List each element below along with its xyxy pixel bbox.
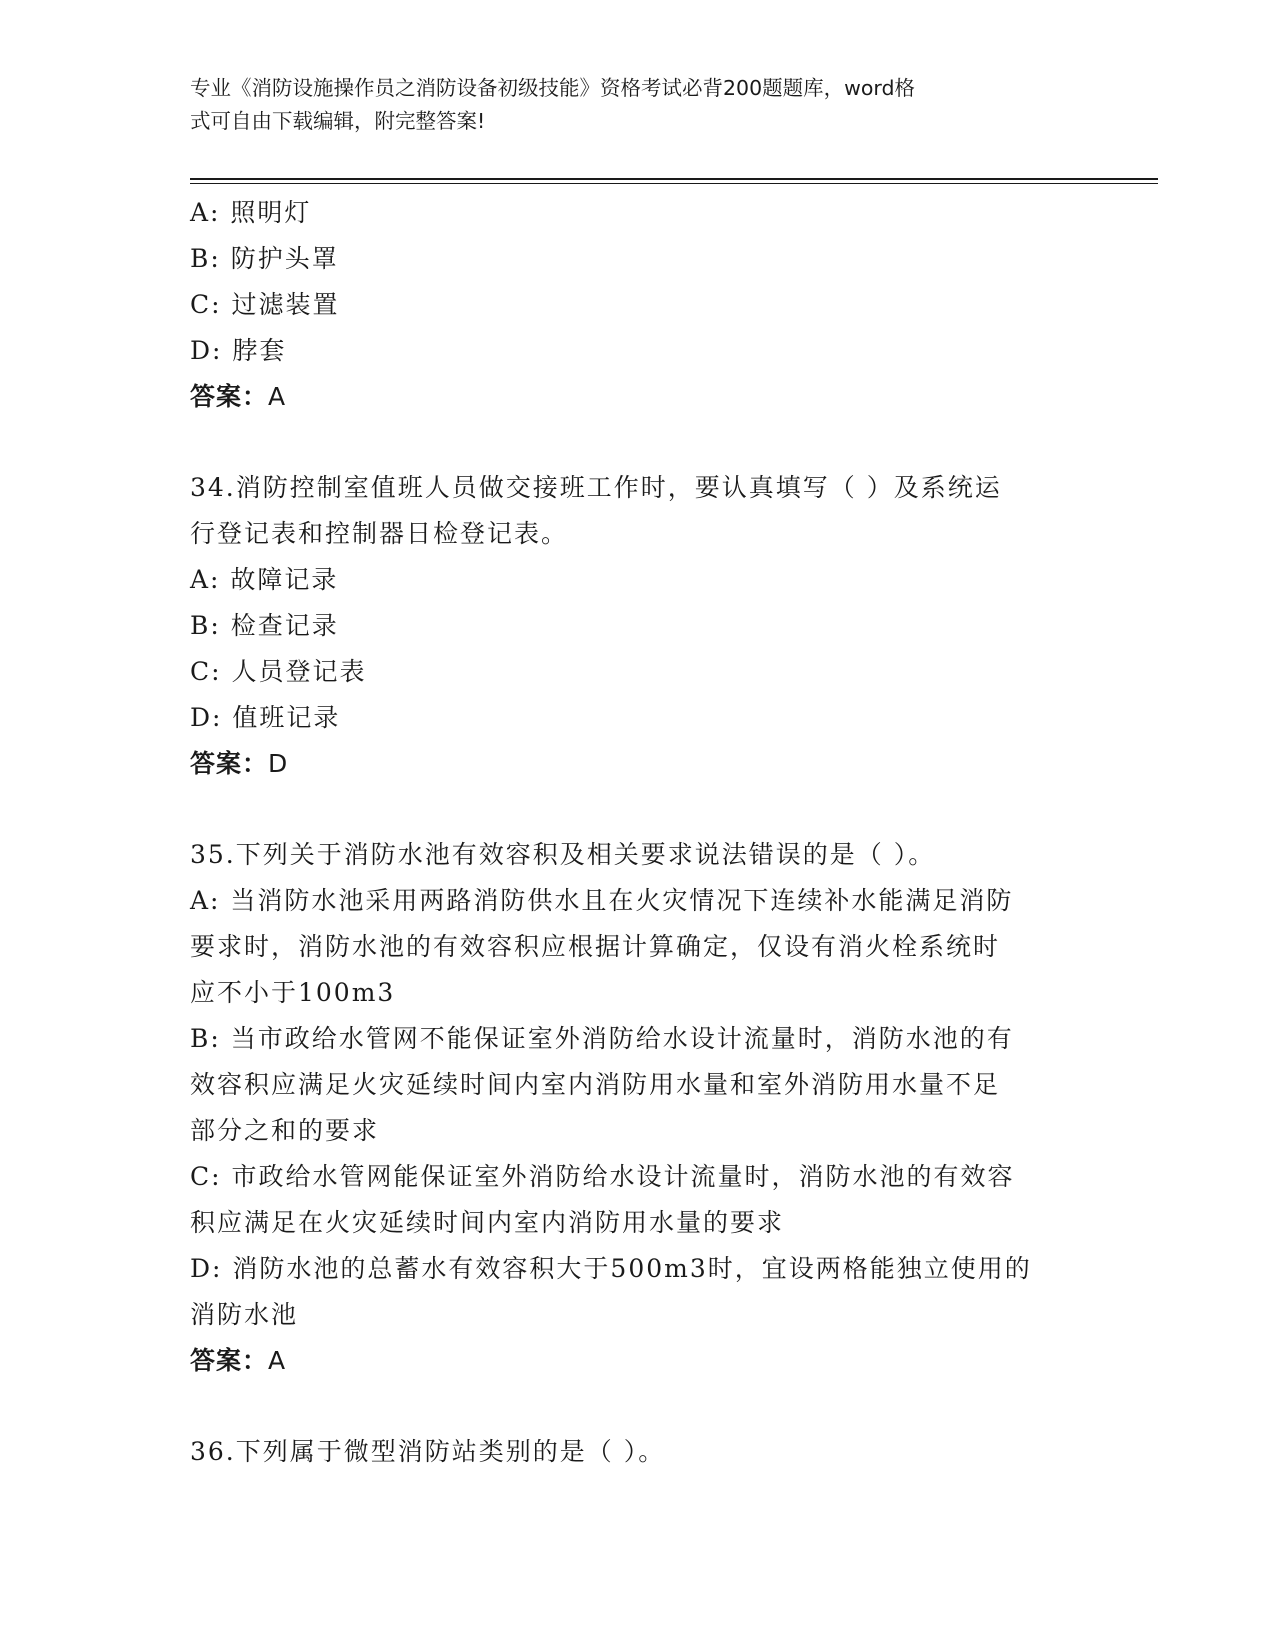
question-34-block bbox=[190, 465, 1090, 787]
option-d-line: 消防水池 bbox=[190, 1300, 299, 1329]
answer-label: 答案： bbox=[190, 382, 269, 411]
answer-line bbox=[190, 741, 1090, 787]
question-text-line: 36.下列属于微型消防站类别的是（ ）。 bbox=[190, 1437, 666, 1466]
option-a: A: 故障记录 bbox=[190, 565, 339, 594]
option-c-line: C: 市政给水管网能保证室外消防给水设计流量时，消防水池的有效容 bbox=[190, 1162, 1015, 1191]
option-c: C: 过滤装置 bbox=[190, 290, 340, 319]
question-33-block bbox=[190, 190, 1090, 420]
document-header bbox=[190, 72, 1090, 138]
header-line-2: 式可自由下载编辑，附完整答案! bbox=[190, 109, 486, 133]
header-line-1: 专业《消防设施操作员之消防设备初级技能》资格考试必背200题题库，word格 bbox=[190, 76, 916, 100]
question-text-line: 行登记表和控制器日检登记表。 bbox=[190, 519, 569, 548]
spacer bbox=[190, 1384, 1090, 1429]
question-text-line: 34.消防控制室值班人员做交接班工作时，要认真填写（ ）及系统运 bbox=[190, 473, 1002, 502]
answer-value: D bbox=[268, 749, 289, 778]
answer-line bbox=[190, 374, 1090, 420]
option-b: B: 检查记录 bbox=[190, 611, 339, 640]
answer-value: A bbox=[268, 1346, 287, 1375]
question-text-line: 35.下列关于消防水池有效容积及相关要求说法错误的是（ ）。 bbox=[190, 840, 936, 869]
option-b-line: B: 当市政给水管网不能保证室外消防给水设计流量时，消防水池的有 bbox=[190, 1024, 1014, 1053]
answer-value: A bbox=[268, 382, 287, 411]
option-b-line: 部分之和的要求 bbox=[190, 1116, 380, 1145]
answer-line bbox=[190, 1338, 1090, 1384]
option-d: D: 值班记录 bbox=[190, 703, 341, 732]
answer-label: 答案： bbox=[190, 749, 269, 778]
spacer bbox=[190, 787, 1090, 832]
option-a-line: 要求时，消防水池的有效容积应根据计算确定，仅设有消火栓系统时 bbox=[190, 932, 1001, 961]
option-d-line: D: 消防水池的总蓄水有效容积大于500m3时，宜设两格能独立使用的 bbox=[190, 1254, 1032, 1283]
option-c: C: 人员登记表 bbox=[190, 657, 367, 686]
option-b: B: 防护头罩 bbox=[190, 244, 339, 273]
option-a-line: 应不小于100m3 bbox=[190, 978, 396, 1007]
document-body bbox=[190, 190, 1090, 1475]
header-divider-thin bbox=[190, 183, 1158, 184]
question-36-block bbox=[190, 1429, 1090, 1475]
question-35-block bbox=[190, 832, 1090, 1384]
option-a: A: 照明灯 bbox=[190, 198, 312, 227]
answer-label: 答案： bbox=[190, 1346, 269, 1375]
option-d: D: 脖套 bbox=[190, 336, 287, 365]
option-c-line: 积应满足在火灾延续时间内室内消防用水量的要求 bbox=[190, 1208, 785, 1237]
option-a-line: A: 当消防水池采用两路消防供水且在火灾情况下连续补水能满足消防 bbox=[190, 886, 1014, 915]
spacer bbox=[190, 420, 1090, 465]
option-b-line: 效容积应满足火灾延续时间内室内消防用水量和室外消防用水量不足 bbox=[190, 1070, 1001, 1099]
header-divider-thick bbox=[190, 178, 1158, 180]
